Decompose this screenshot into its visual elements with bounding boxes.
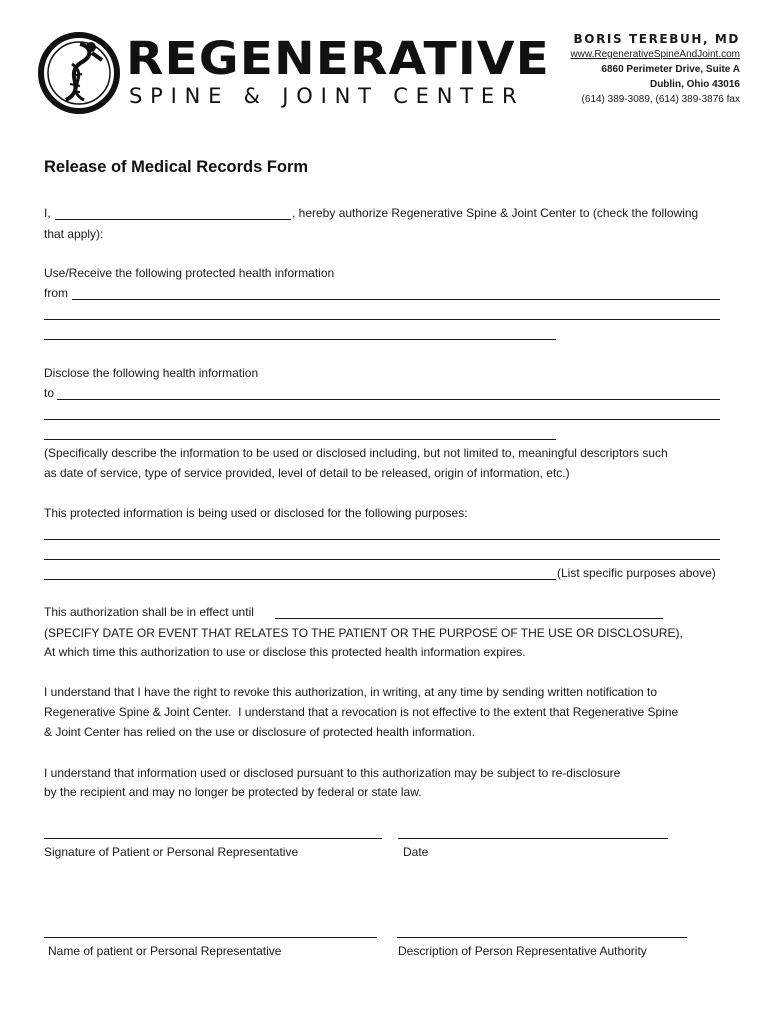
brand-subtitle: SPINE & JOINT CENTER <box>129 84 525 108</box>
signature-label: Signature of Patient or Personal Representative <box>44 845 299 859</box>
contact-block <box>570 31 740 107</box>
name-field[interactable] <box>44 937 377 938</box>
revoke-text-2: Regenerative Spine & Joint Center. I understand that a revocation is not effective to the extent that Regenerative Spine <box>44 705 679 719</box>
website-link[interactable]: www.RegenerativeSpineAndJoint.com <box>570 49 740 60</box>
redisclose-text-2: by the recipient and may no longer be protected by federal or state law. <box>44 785 422 799</box>
to-field-line-2[interactable] <box>44 419 720 420</box>
purposes-field-line-2[interactable] <box>44 559 720 560</box>
effective-label: This authorization shall be in effect until <box>44 605 254 619</box>
effective-until-field[interactable] <box>275 618 663 619</box>
describe-note-1: (Specifically describe the information to be used or disclosed including, but not limited to, meaningful descriptors such <box>44 446 668 460</box>
brand-title: REGENERATIVE <box>126 32 550 85</box>
revoke-text-3: & Joint Center has relied on the use or disclosure of protected health information. <box>44 725 475 739</box>
redisclose-text-1: I understand that information used or disclosed pursuant to this authorization may be subject to re-disclosure <box>44 766 621 780</box>
date-field[interactable] <box>398 838 668 839</box>
to-field-line-3[interactable] <box>44 439 556 440</box>
describe-note-2: as date of service, type of service provided, level of detail to be released, origin of information, etc.) <box>44 466 570 480</box>
authority-field[interactable] <box>397 937 687 938</box>
purposes-field-line-1[interactable] <box>44 539 720 540</box>
to-label: to <box>44 386 55 400</box>
signature-field[interactable] <box>44 838 382 839</box>
address-line-2: Dublin, Ohio 43016 <box>649 79 740 90</box>
name-label: Name of patient or Personal Representative <box>48 944 282 958</box>
from-field-line-2[interactable] <box>44 319 720 320</box>
authorize-prefix: I, <box>44 206 51 220</box>
from-field-line-3[interactable] <box>44 339 556 340</box>
from-label: from <box>44 286 68 300</box>
spine-logo-icon <box>36 30 122 116</box>
effective-note-1: (SPECIFY DATE OR EVENT THAT RELATES TO THE PATIENT OR THE PURPOSE OF THE USE OR DISCLOSURE), <box>44 626 683 640</box>
use-receive-label: Use/Receive the following protected health information <box>44 266 335 280</box>
authority-label: Description of Person Representative Authority <box>398 944 647 958</box>
from-field-line-1[interactable] <box>72 299 720 300</box>
authorize-suffix: , hereby authorize Regenerative Spine & Joint Center to (check the following <box>292 206 699 220</box>
form-title: Release of Medical Records Form <box>44 158 309 176</box>
purposes-note: (List specific purposes above) <box>557 566 716 580</box>
authorize-line-2: that apply): <box>44 227 104 241</box>
revoke-text-1: I understand that I have the right to revoke this authorization, in writing, at any time by sending written notification to <box>44 685 658 699</box>
purposes-field-line-3[interactable] <box>44 579 556 580</box>
effective-note-2: At which time this authorization to use or disclose this protected health information expires. <box>44 645 526 659</box>
to-field-line-1[interactable] <box>57 399 720 400</box>
disclose-label: Disclose the following health information <box>44 366 259 380</box>
doctor-name: BORIS TEREBUH, MD <box>573 32 740 46</box>
purposes-label: This protected information is being used or disclosed for the following purposes: <box>44 506 468 520</box>
phone-line: (614) 389-3089, (614) 389-3876 fax <box>581 94 740 105</box>
patient-name-field[interactable] <box>55 219 291 220</box>
date-label: Date <box>403 845 429 859</box>
address-line-1: 6860 Perimeter Drive, Suite A <box>601 64 740 75</box>
